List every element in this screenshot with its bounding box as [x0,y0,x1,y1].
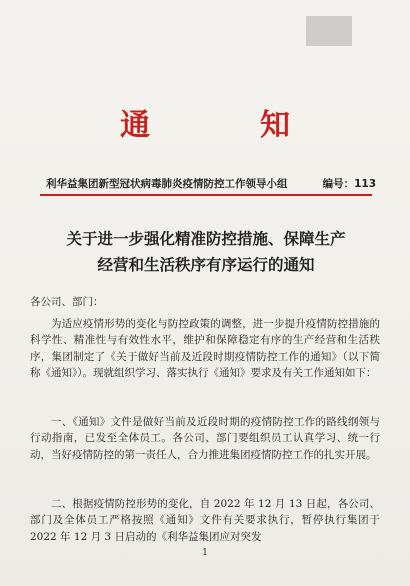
red-divider [40,194,372,196]
redacted-block [306,16,352,46]
document-number: 编号：113 [322,178,376,190]
paragraph-2: 一、《通知》文件是做好当前及近段时期的疫情防控工作的路线纲领与行动指南，已发至全体员工。各公司、部门要组织员工认真学习、统一行动，当好疫情防控的第一责任人，合力推进集团疫情防控工作的扎实开展。 [30,416,380,461]
paragraph-1: 为适应疫情形势的变化与防控政策的调整，进一步提升疫情防控措施的科学性、精准性与有效性水平，维护和保障稳定有序的生产经营和生活秩序，集团制定了《关于做好当前及近段时期疫情防控工作的通知》（以下简称《通知》）。现就组织学习、落实执行《通知》要求及有关工作通知如下： [30,318,380,379]
greeting: 各公司、部门： [30,296,104,308]
heading-char-1: 通 [120,108,150,143]
paragraph-3: 二、根据疫情防控形势的变化，自 2022 年 12 月 13 日起，各公司、部门及全体员工严格按照《通知》文件有关要求执行，暂停执行集团于 2022 年 12 月 3 日启动的《利华益集团应对突发 [30,498,380,543]
page-number: 1 [202,548,208,558]
issuer-name: 利华益集团新型冠状病毒肺炎疫情防控工作领导小组 [46,178,288,190]
issuer-row [46,176,376,191]
main-title-line-1: 关于进一步强化精准防控措施、保障生产 [66,229,346,248]
main-title [40,226,372,278]
heading-char-2: 知 [260,108,290,143]
main-title-line-2: 经营和生活秩序有序运行的通知 [97,255,315,274]
document-heading [0,100,410,144]
